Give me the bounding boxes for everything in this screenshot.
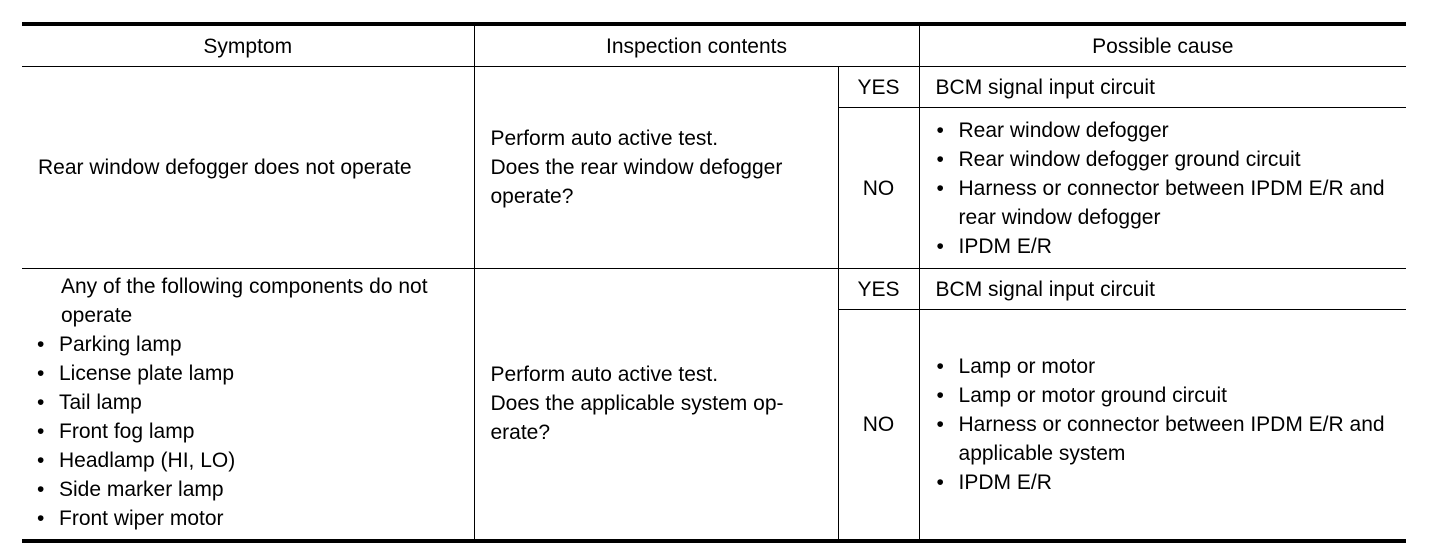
list-item-text: Rear window defogger ground circuit	[958, 147, 1301, 171]
list-item	[936, 381, 1399, 410]
list-item-text: Harness or connector between IPDM E/R and applicable system	[958, 412, 1385, 465]
list-item	[36, 504, 474, 533]
bullet-glyph: •	[37, 478, 45, 501]
list-item	[936, 116, 1399, 145]
list-item-text: Rear window defogger	[958, 118, 1169, 142]
list-item	[936, 410, 1399, 468]
inspection-line: operate?	[490, 185, 574, 208]
list-item-text: Front wiper motor	[59, 507, 224, 530]
list-item-text: Side marker lamp	[59, 478, 224, 501]
no-cause-cell	[919, 108, 1406, 269]
bullet-glyph: •	[936, 234, 944, 258]
diagnosis-table	[22, 22, 1406, 543]
list-item	[936, 352, 1399, 381]
list-item	[36, 475, 474, 504]
inspection-cell	[474, 67, 838, 269]
table-row	[22, 67, 1406, 108]
yes-cause: BCM signal input circuit	[919, 269, 1406, 310]
no-label: NO	[838, 310, 919, 541]
no-cause-cell	[919, 310, 1406, 541]
bullet-glyph: •	[936, 354, 944, 378]
header-row	[22, 24, 1406, 67]
inspection-line: Does the rear window defogger	[490, 156, 783, 179]
cause-list	[936, 116, 1399, 261]
no-label: NO	[838, 108, 919, 269]
header-inspection: Inspection contents	[474, 24, 919, 67]
list-item	[936, 232, 1399, 261]
cause-list	[936, 352, 1399, 497]
bullet-glyph: •	[37, 391, 45, 414]
yes-label: YES	[838, 269, 919, 310]
symptom-text: Rear window defogger does not operate	[38, 156, 412, 179]
bullet-glyph: •	[936, 383, 944, 407]
list-item-text: Front fog lamp	[59, 420, 195, 443]
inspection-line: Perform auto active test.	[490, 363, 719, 387]
inspection-line: Perform auto active test.	[490, 127, 719, 150]
list-item-text: License plate lamp	[59, 362, 235, 385]
bullet-glyph: •	[37, 333, 45, 356]
symptom-cell	[22, 269, 474, 541]
symptom-lead: Any of the following components do not operate	[61, 275, 428, 327]
bullet-glyph: •	[936, 470, 944, 494]
list-item	[936, 174, 1399, 232]
list-item-text: IPDM E/R	[958, 234, 1052, 258]
list-item	[936, 468, 1399, 497]
list-item-text: IPDM E/R	[958, 470, 1052, 494]
bullet-glyph: •	[37, 420, 45, 443]
list-item-text: Lamp or motor ground circuit	[958, 383, 1227, 407]
list-item	[36, 359, 474, 388]
list-item-text: Headlamp (HI, LO)	[59, 449, 236, 472]
header-cause: Possible cause	[919, 24, 1406, 67]
bullet-glyph: •	[37, 362, 45, 385]
bullet-glyph: •	[936, 118, 944, 142]
bullet-glyph: •	[936, 147, 944, 171]
list-item-text: Tail lamp	[59, 391, 142, 414]
list-item	[36, 388, 474, 417]
bullet-glyph: •	[936, 176, 944, 200]
list-item	[936, 145, 1399, 174]
list-item-text: Parking lamp	[59, 333, 182, 356]
bullet-glyph: •	[37, 449, 45, 472]
header-symptom: Symptom	[22, 24, 474, 67]
list-item	[36, 446, 474, 475]
list-item-text: Harness or connector between IPDM E/R and rear window defogger	[958, 176, 1385, 229]
bullet-glyph: •	[936, 412, 944, 436]
symptom-cell	[22, 67, 474, 269]
yes-cause: BCM signal input circuit	[919, 67, 1406, 108]
component-list	[36, 330, 474, 533]
bullet-glyph: •	[37, 507, 45, 530]
inspection-line: erate?	[490, 421, 551, 445]
yes-label: YES	[838, 67, 919, 108]
list-item	[36, 417, 474, 446]
inspection-cell	[474, 269, 838, 541]
list-item	[36, 330, 474, 359]
table-row	[22, 269, 1406, 310]
list-item-text: Lamp or motor	[958, 354, 1096, 378]
inspection-line: Does the applicable system op-	[490, 392, 784, 416]
